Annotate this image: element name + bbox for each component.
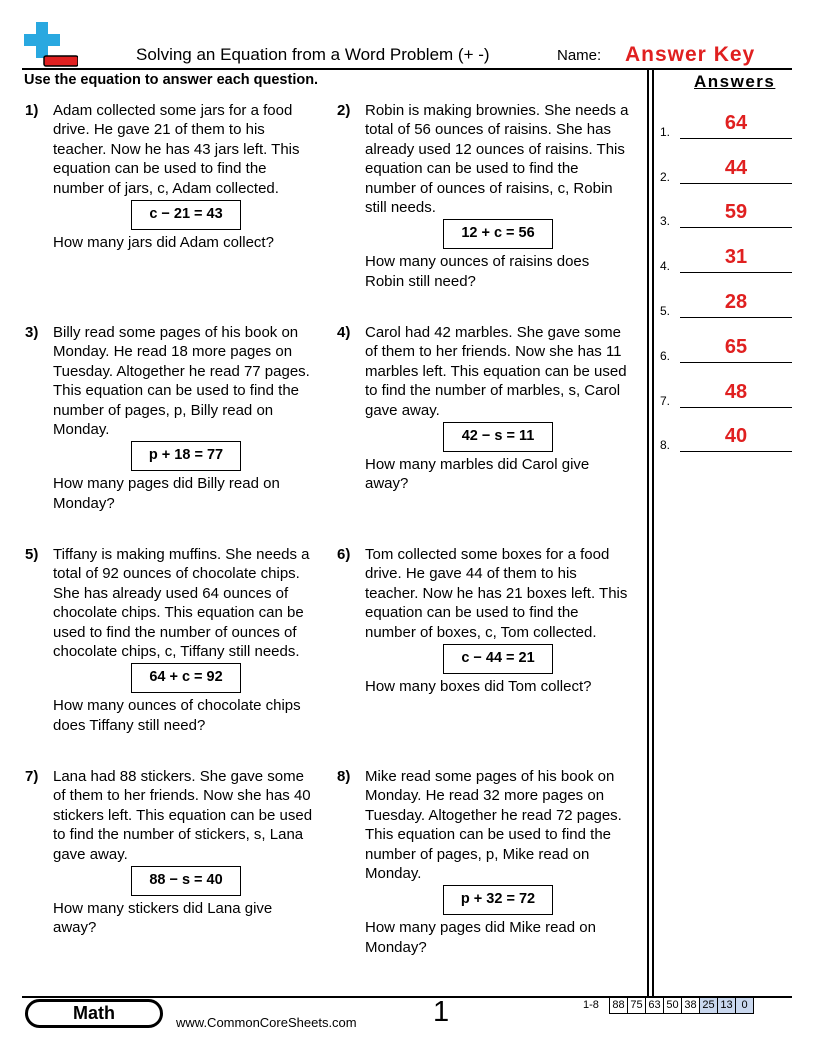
worksheet-title: Solving an Equation from a Word Problem (+ -) — [136, 45, 490, 64]
website-link[interactable]: www.CommonCoreSheets.com — [176, 1015, 357, 1030]
equation-box: 88 − s = 40 — [131, 866, 241, 896]
problem-number: 6) — [337, 546, 351, 563]
problem-number: 2) — [337, 102, 351, 119]
answer-index: 2. — [660, 170, 671, 184]
problem-question: How many stickers did Lana give away? — [53, 900, 273, 937]
score-cell: 63 — [645, 997, 664, 1014]
answer-row-3 — [660, 196, 792, 228]
problem-text: Tiffany is making muffins. She needs a total of 92 ounces of chocolate chips. She has already used 64 ounces of chocolate chips. This equation can be used to find the number of ounces of chocolate chips, c, Tiffany still needs. — [53, 546, 310, 661]
answer-line — [680, 272, 792, 273]
equation-box: p + 32 = 72 — [443, 885, 553, 915]
answer-value: 48 — [724, 381, 748, 403]
answer-row-2 — [660, 152, 792, 184]
score-range-label: 1-8 — [583, 999, 599, 1011]
answer-line — [680, 317, 792, 318]
answer-line — [680, 227, 792, 228]
equation-box: 42 − s = 11 — [443, 422, 553, 452]
problem-number: 3) — [25, 324, 39, 341]
problem-question: How many marbles did Carol give away? — [365, 456, 590, 493]
problem-question: How many boxes did Tom collect? — [365, 678, 592, 696]
answer-line — [680, 362, 792, 363]
problem-question: How many ounces of raisins does Robin still need? — [365, 253, 590, 290]
answer-index: 4. — [660, 259, 671, 273]
problem-question: How many pages did Billy read on Monday? — [53, 475, 280, 512]
answer-line — [680, 451, 792, 452]
answers-heading: Answers — [694, 72, 776, 91]
problem-number: 4) — [337, 324, 351, 341]
answer-value: 28 — [724, 291, 748, 313]
answer-row-7 — [660, 376, 792, 408]
instructions: Use the equation to answer each question. — [24, 72, 319, 88]
problem-number: 8) — [337, 768, 351, 785]
problem-text: Robin is making brownies. She needs a total of 56 ounces of raisins. She has already used 12 ounces of raisins. This equation can be used to find the number of ounces of raisins, c, Robin still needs. — [365, 102, 629, 217]
answer-index: 3. — [660, 214, 671, 228]
problem-question: How many ounces of chocolate chips does Tiffany still need? — [53, 697, 301, 734]
answer-value: 40 — [724, 425, 748, 447]
answer-row-6 — [660, 331, 792, 363]
answer-index: 7. — [660, 394, 671, 408]
problem-text: Adam collected some jars for a food drive. He gave 21 of them to his teacher. Now he has 43 jars left. This equation can be used to find the number of jars, c, Adam collected. — [53, 102, 300, 197]
answer-value: 31 — [724, 246, 748, 268]
equation-box: 12 + c = 56 — [443, 219, 553, 249]
equation-box: c − 21 = 43 — [131, 200, 241, 230]
score-cell: 38 — [681, 997, 700, 1014]
equation-box: c − 44 = 21 — [443, 644, 553, 674]
answer-row-4 — [660, 241, 792, 273]
problem-text: Tom collected some boxes for a food drive. He gave 44 of them to his teacher. Now he has 21 boxes left. This equation can be used to find the number of boxes, c, Tom collected. — [365, 546, 628, 641]
answer-row-1 — [660, 107, 792, 139]
page-number: 1 — [433, 996, 450, 1028]
answer-row-5 — [660, 286, 792, 318]
equation-box: p + 18 = 77 — [131, 441, 241, 471]
answer-index: 8. — [660, 438, 671, 452]
equation-box: 64 + c = 92 — [131, 663, 241, 693]
problem-text: Carol had 42 marbles. She gave some of them to her friends. Now she has 11 marbles left. This equation can be used to find the number of marbles, s, Carol gave away. — [365, 324, 627, 419]
problem-number: 5) — [25, 546, 39, 563]
problem-number: 7) — [25, 768, 39, 785]
plus-minus-logo-icon — [22, 22, 78, 68]
score-cell: 50 — [663, 997, 682, 1014]
name-label: Name: — [557, 47, 602, 64]
answer-row-8 — [660, 420, 792, 452]
problem-text: Lana had 88 stickers. She gave some of them to her friends. Now she has 40 stickers left. This equation can be used to find the number of stickers, s, Lana gave away. — [53, 768, 313, 863]
header-divider — [22, 68, 792, 70]
problem-question: How many jars did Adam collect? — [53, 234, 274, 252]
problem-number: 1) — [25, 102, 39, 119]
score-cell: 75 — [627, 997, 646, 1014]
column-divider — [652, 69, 654, 997]
problem-question: How many pages did Mike read on Monday? — [365, 919, 596, 956]
answer-value: 65 — [724, 336, 748, 358]
score-cell: 88 — [609, 997, 628, 1014]
answer-index: 5. — [660, 304, 671, 318]
answer-line — [680, 407, 792, 408]
score-table — [610, 997, 754, 1014]
answer-value: 44 — [724, 157, 748, 179]
score-cell: 25 — [699, 997, 718, 1014]
answer-index: 6. — [660, 349, 671, 363]
problem-text: Mike read some pages of his book on Monday. He read 32 more pages on Tuesday. Altogether he read 72 pages. This equation can be used to find the number of pages, p, Mike read on Monday. — [365, 768, 622, 883]
answer-line — [680, 183, 792, 184]
answer-value: 64 — [724, 112, 748, 134]
problem-text: Billy read some pages of his book on Monday. He read 18 more pages on Tuesday. Altogether he read 77 pages. This equation can be used to find the number of pages, p, Billy read on Monday. — [53, 324, 310, 439]
score-cell: 0 — [735, 997, 754, 1014]
score-cell: 13 — [717, 997, 736, 1014]
answer-value: 59 — [724, 201, 748, 223]
answer-line — [680, 138, 792, 139]
subject-badge: Math — [25, 999, 163, 1028]
answer-key-label: Answer Key — [625, 43, 756, 66]
answer-index: 1. — [660, 125, 671, 139]
column-divider — [647, 69, 649, 997]
